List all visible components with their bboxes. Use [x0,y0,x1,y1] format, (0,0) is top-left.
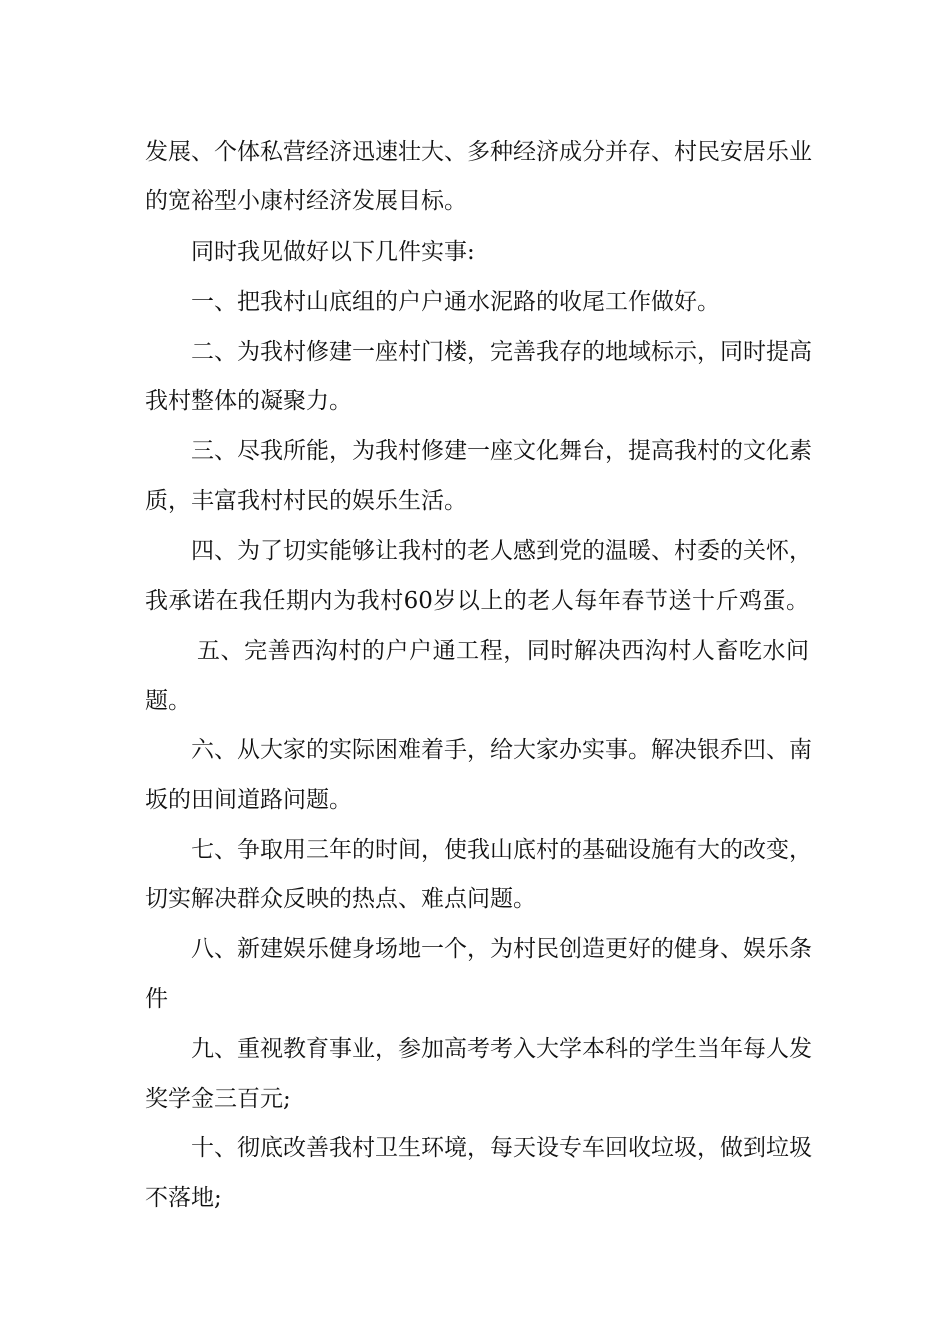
text-line: 件 [145,986,168,1012]
text-line: 九、重视教育事业，参加高考考入大学本科的学生当年每人发 [191,1036,812,1062]
text-line: 五、完善西沟村的户户通工程，同时解决西沟村人畜吃水问 [197,638,809,664]
text-line: 二、为我村修建一座村门楼，完善我存的地域标示，同时提高 [191,339,812,365]
text-line: 七、争取用三年的时间，使我山底村的基础设施有大的改变， [191,837,812,863]
text-line: 质，丰富我村村民的娱乐生活。 [145,488,467,514]
text-line: 题。 [145,688,191,714]
text-line: 的宽裕型小康村经济发展目标。 [145,188,467,214]
text-line: 坂的田间道路问题。 [145,787,352,813]
text-line: 发展、个体私营经济迅速壮大、多种经济成分并存、村民安居乐业 [145,139,812,165]
text-line: 四、为了切实能够让我村的老人感到党的温暖、村委的关怀， [191,538,812,564]
text-line: 我村整体的凝聚力。 [145,388,352,414]
text-line: 奖学金三百元; [145,1086,291,1112]
text-line: 三、尽我所能，为我村修建一座文化舞台，提高我村的文化素 [191,438,812,464]
text-line: 六、从大家的实际困难着手，给大家办实事。解决银乔凹、南 [191,737,812,763]
text-line: 同时我见做好以下几件实事: [191,239,475,265]
text-line: 一、把我村山底组的户户通水泥路的收尾工作做好。 [191,289,720,315]
text-line: 十、彻底改善我村卫生环境，每天设专车回收垃圾，做到垃圾 [191,1135,812,1161]
text-line: 不落地; [145,1185,222,1211]
text-line: 切实解决群众反映的热点、难点问题。 [145,886,536,912]
text-line: 八、新建娱乐健身场地一个，为村民创造更好的健身、娱乐条 [191,936,812,962]
text-line: 我承诺在我任期内为我村60岁以上的老人每年春节送十斤鸡蛋。 [145,588,809,614]
